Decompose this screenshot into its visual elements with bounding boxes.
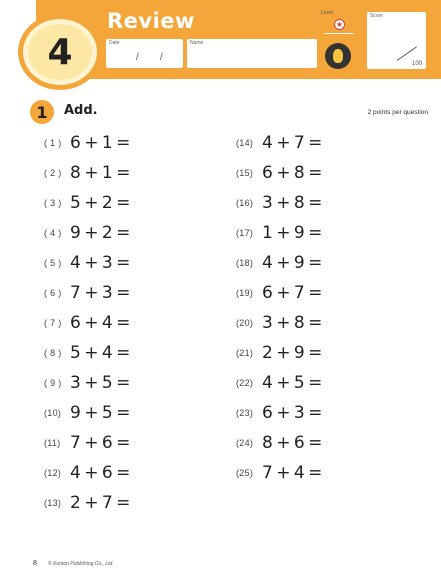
problem-number: ( 2 )	[44, 168, 62, 178]
problem-item	[236, 373, 322, 393]
problem-item	[236, 433, 322, 453]
problem-number: (20)	[236, 318, 254, 328]
rank-badge-icon	[325, 43, 351, 69]
score-slash	[397, 46, 417, 61]
problem-item	[44, 193, 130, 213]
problem-number: ( 1 )	[44, 138, 62, 148]
problem-number: (16)	[236, 198, 254, 208]
problem-item	[44, 343, 130, 363]
problem-item	[44, 403, 130, 423]
score-field[interactable]	[367, 12, 426, 69]
problem-expression: 4 + 5 =	[262, 373, 323, 393]
problem-expression: 4 + 9 =	[262, 253, 323, 273]
problem-item	[236, 193, 322, 213]
problem-number: (13)	[44, 498, 62, 508]
problem-number: (21)	[236, 348, 254, 358]
problem-expression: 4 + 3 =	[70, 253, 131, 273]
problem-expression: 6 + 3 =	[262, 403, 323, 423]
score-label: Score	[370, 13, 384, 19]
problem-expression: 8 + 6 =	[262, 433, 323, 453]
problem-item	[236, 253, 322, 273]
problem-number: ( 8 )	[44, 348, 62, 358]
problem-expression: 2 + 7 =	[70, 493, 131, 513]
problem-number: ( 3 )	[44, 198, 62, 208]
date-label: Date	[109, 40, 120, 46]
problem-item	[44, 133, 130, 153]
problem-expression: 6 + 7 =	[262, 283, 323, 303]
problem-expression: 4 + 6 =	[70, 463, 131, 483]
problem-number: ( 7 )	[44, 318, 62, 328]
page-number: 8	[33, 560, 37, 567]
problem-item	[44, 313, 130, 333]
problem-item	[236, 403, 322, 423]
problem-expression: 6 + 8 =	[262, 163, 323, 183]
date-slash: /	[160, 52, 163, 63]
problem-expression: 3 + 5 =	[70, 373, 131, 393]
problem-item	[236, 283, 322, 303]
date-slash: /	[136, 52, 139, 63]
problem-expression: 2 + 9 =	[262, 343, 323, 363]
problem-item	[44, 253, 130, 273]
problem-number: (24)	[236, 438, 254, 448]
problem-item	[44, 493, 130, 513]
problem-item	[44, 463, 130, 483]
problem-number: (10)	[44, 408, 62, 418]
problem-number: (14)	[236, 138, 254, 148]
problem-expression: 5 + 4 =	[70, 343, 131, 363]
name-label: Name	[190, 40, 204, 46]
problem-number: (18)	[236, 258, 254, 268]
problem-number: (17)	[236, 228, 254, 238]
problem-item	[236, 463, 322, 483]
section-header	[30, 100, 430, 124]
section-number: 1	[30, 100, 54, 124]
problem-expression: 7 + 6 =	[70, 433, 131, 453]
problem-item	[236, 313, 322, 333]
problem-expression: 3 + 8 =	[262, 313, 323, 333]
page-title: Review	[107, 9, 195, 33]
problem-item	[44, 433, 130, 453]
problem-expression: 1 + 9 =	[262, 223, 323, 243]
problem-number: (11)	[44, 438, 61, 448]
problem-number: (19)	[236, 288, 254, 298]
copyright: © Kumon Publishing Co., Ltd.	[48, 561, 114, 567]
problem-item	[44, 163, 130, 183]
problem-number: (15)	[236, 168, 254, 178]
problem-expression: 7 + 4 =	[262, 463, 323, 483]
problem-item	[236, 343, 322, 363]
problem-expression: 9 + 2 =	[70, 223, 131, 243]
problem-item	[236, 163, 322, 183]
score-max: 100	[411, 61, 422, 67]
problem-expression: 4 + 7 =	[262, 133, 323, 153]
problem-item	[236, 133, 322, 153]
problem-expression: 8 + 1 =	[70, 163, 131, 183]
header-strip	[36, 76, 441, 79]
problem-item	[44, 283, 130, 303]
problem-expression: 7 + 3 =	[70, 283, 131, 303]
name-field[interactable]	[187, 39, 317, 68]
lesson-number-badge	[18, 14, 102, 90]
problem-expression: 6 + 4 =	[70, 313, 131, 333]
lesson-number: 4	[28, 24, 92, 80]
problem-number: (25)	[236, 468, 254, 478]
star-icon: ★	[335, 20, 344, 29]
problem-expression: 9 + 5 =	[70, 403, 131, 423]
problem-number: ( 4 )	[44, 228, 62, 238]
section-title: Add.	[64, 103, 98, 118]
problem-item	[44, 223, 130, 243]
problem-number: ( 5 )	[44, 258, 62, 268]
problem-expression: 3 + 8 =	[262, 193, 323, 213]
problem-item	[44, 373, 130, 393]
points-note: 2 points per question	[367, 109, 428, 116]
problem-number: (22)	[236, 378, 254, 388]
level-divider	[324, 33, 354, 34]
problem-number: (12)	[44, 468, 62, 478]
problem-expression: 5 + 2 =	[70, 193, 131, 213]
problem-number: ( 6 )	[44, 288, 62, 298]
level-label: Level	[321, 10, 333, 16]
problem-expression: 6 + 1 =	[70, 133, 131, 153]
problem-number: ( 9 )	[44, 378, 62, 388]
problem-item	[236, 223, 322, 243]
date-field[interactable]	[106, 39, 183, 68]
problem-number: (23)	[236, 408, 254, 418]
